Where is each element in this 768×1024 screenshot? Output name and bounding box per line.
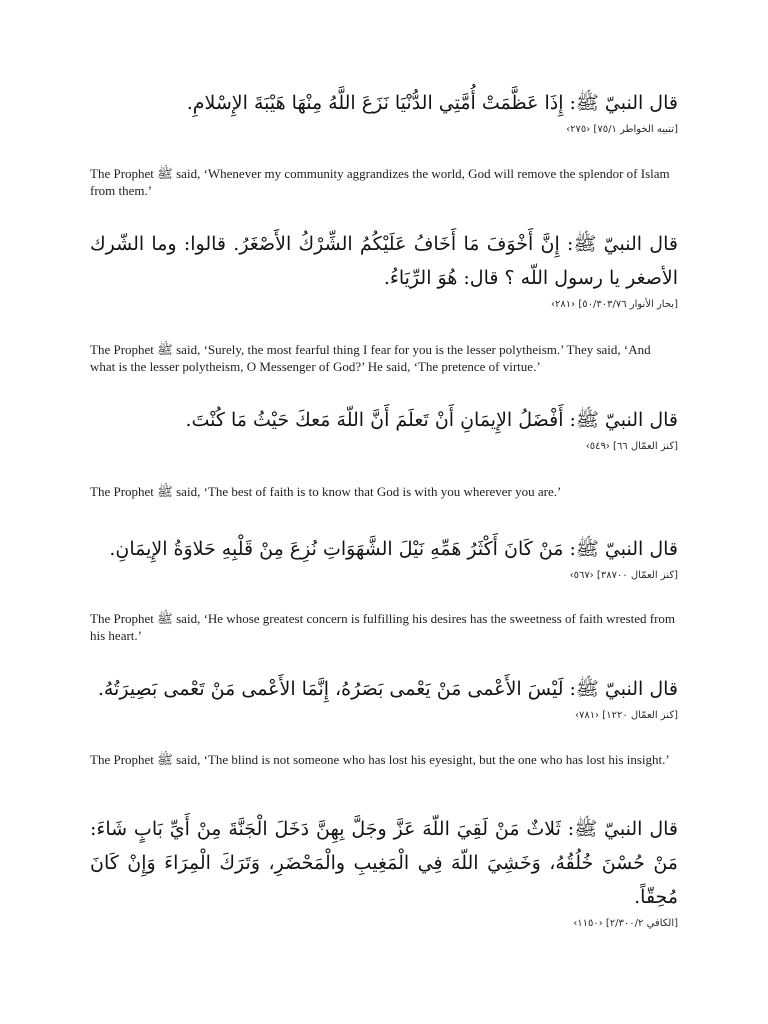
hadith-reference: [كنز العمّال ٣٨٧٠٠] ‹٥٦٧› xyxy=(569,570,678,581)
hadith-entry-1 xyxy=(90,86,678,137)
hadith-arabic-text: قال النبيّ ﷺ: إِذَا عَظَّمَتْ أُمَّتِي الدُّنْيَا نَزَعَ اللَّهُ مِنْهَا هَيْبَةَ الإِسْلامِ. xyxy=(186,92,678,114)
hadith-arabic-text: قال النبيّ ﷺ: ثَلاثٌ مَنْ لَقِيَ اللّهَ عَزَّ وجَلَّ بِهِنَّ دَخَلَ الْجَنَّةَ مِنْ أَيِّ بَابٍ شَاءَ: مَنْ حُسْنَ خُلُقُهُ، وَخَشِيَ اللّهَ فِي الْمَغِيبِ والْمَحْضَرِ، وَتَرَكَ الْمِرَاءَ وَإِنْ كَانَ مُحِقّاً. xyxy=(90,818,678,908)
hadith-translation-3: The Prophet ﷺ said, ‘The best of faith is to know that God is with you wherever you are.’ xyxy=(90,484,562,499)
hadith-arabic-text: قال النبيّ ﷺ: أَفْضَلُ الإِيمَانِ أَنْ تَعلَمَ أَنَّ اللّهَ مَعكَ حَيْثُ مَا كُنْتَ. xyxy=(185,409,678,431)
hadith-entry-4 xyxy=(90,532,678,583)
hadith-translation-4: The Prophet ﷺ said, ‘He whose greatest concern is fulfilling his desires has the sweetness of faith wrested from his heart.’ xyxy=(90,611,676,643)
hadith-entry-3 xyxy=(90,403,678,454)
hadith-arabic-text: قال النبيّ ﷺ: مَنْ كَانَ أَكْثَرُ هَمِّهِ نَيْلَ الشَّهَوَاتِ نُزِعَ مِنْ قَلْبِهِ حَلاوَةُ الإِيمَانِ. xyxy=(109,538,678,560)
hadith-entry-6 xyxy=(90,812,678,931)
hadith-arabic-text: قال النبيّ ﷺ: لَيْسَ الأَعْمى مَنْ يَعْمى بَصَرُهُ، إِنَّمَا الأَعْمى مَنْ تَعْمى بَصِيرَتُهُ. xyxy=(97,678,678,700)
hadith-arabic-text: قال النبيّ ﷺ: إِنَّ أَخْوَفَ مَا أَخَافُ عَلَيْكُمُ الشِّرْكُ الأَصْغَرُ. قالوا: وما الشّرك الأصغر يا رسول اللّه ؟ قال: هُوَ الرِّيَاءُ. xyxy=(90,233,678,289)
hadith-reference: [كنز العمّال ١٢٢٠] ‹٧٨١› xyxy=(574,710,678,721)
hadith-entry-5 xyxy=(90,672,678,723)
hadith-reference: [الكافي ٢/٣٠٠/٢] ‹١١٥٠› xyxy=(573,918,678,929)
hadith-entry-2 xyxy=(90,227,678,312)
hadith-translation-5: The Prophet ﷺ said, ‘The blind is not someone who has lost his eyesight, but the one who has lost his insight.’ xyxy=(90,752,670,767)
hadith-reference: [كنز العمّال ٦٦] ‹٥٤٩› xyxy=(585,441,678,452)
hadith-reference: [بحار الأنوار ٥٠/٣٠٣/٧٦] ‹٢٨١› xyxy=(551,299,678,310)
hadith-reference: [تنبيه الخواطر ٧٥/١] ‹٢٧٥› xyxy=(566,124,678,135)
hadith-translation-2: The Prophet ﷺ said, ‘Surely, the most fearful thing I fear for you is the lesser polytheism.’ They said, ‘And what is the lesser polytheism, O Messenger of God?’ He said, ‘The pretence of virtue.’ xyxy=(90,342,651,374)
hadith-translation-1: The Prophet ﷺ said, ‘Whenever my community aggrandizes the world, God will remove the splendor of Islam from them.’ xyxy=(90,166,670,198)
